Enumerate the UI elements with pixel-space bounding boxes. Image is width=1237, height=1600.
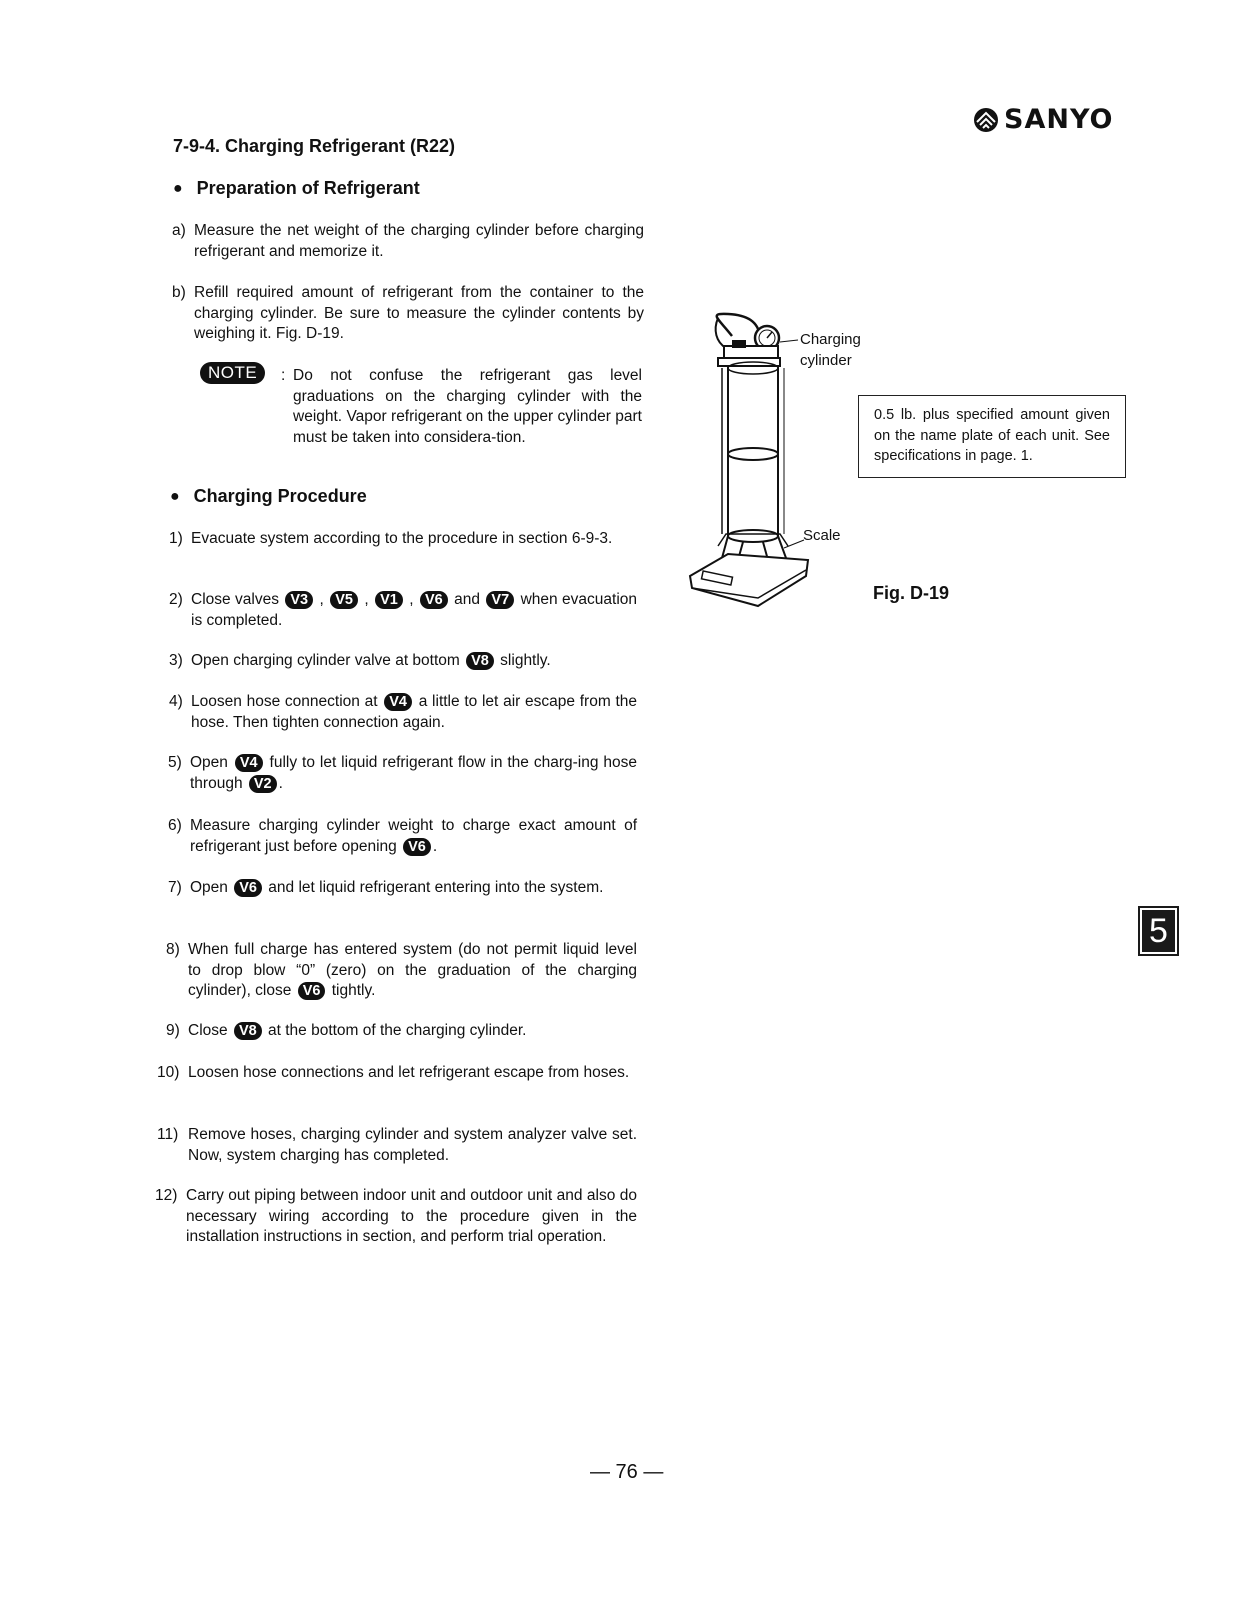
- bullet: ●: [170, 487, 180, 505]
- step-text: [190, 816, 637, 857]
- procedure-step: [169, 651, 637, 672]
- section-title: 7-9-4. Charging Refrigerant (R22): [173, 136, 456, 156]
- step-text: [190, 878, 637, 899]
- prep-item-b: [172, 283, 644, 345]
- valve-badge: V6: [298, 982, 326, 1000]
- step-text-segment: Evacuate system according to the procedure in section 6-9-3.: [191, 530, 613, 547]
- step-text: [188, 1063, 637, 1084]
- step-text-segment: .: [432, 837, 438, 855]
- step-text-segment: Close valves: [191, 591, 284, 608]
- step-text-segment: ,: [315, 591, 329, 608]
- step-number: 10): [157, 1064, 180, 1081]
- step-text-segment: Close: [188, 1022, 232, 1039]
- procedure-step: [155, 1186, 637, 1248]
- note-badge: [200, 362, 265, 384]
- prep-heading: [173, 178, 420, 199]
- step-number: 1): [169, 530, 183, 547]
- step-text-segment: Open charging cylinder valve at bottom: [191, 652, 465, 669]
- note-text: Do not confuse the refrigerant gas level graduations on the charging cylinder with the weight. Vapor refrigerant on the upper cylinder part must be taken into considera-tion.: [293, 367, 642, 446]
- procedure-heading-text: Charging Procedure: [193, 486, 367, 506]
- step-text-segment: Loosen hose connections and let refrigerant escape from hoses.: [188, 1064, 630, 1081]
- procedure-step: [168, 816, 637, 857]
- procedure-step: [169, 692, 637, 733]
- sanyo-emblem-icon: [973, 107, 999, 133]
- valve-badge: V6: [234, 879, 262, 897]
- step-text: [186, 1186, 637, 1248]
- step-text-segment: at the bottom of the charging cylinder.: [263, 1022, 527, 1039]
- step-number: 6): [168, 817, 182, 834]
- valve-badge: V4: [235, 754, 263, 772]
- step-number: 2): [169, 591, 183, 608]
- item-text: Measure the net weight of the charging cylinder before charging refrigerant and memorize it.: [194, 222, 644, 260]
- valve-badge: V8: [234, 1022, 262, 1040]
- valve-badge: V2: [249, 775, 277, 793]
- step-text-segment: When full charge has entered system (do not permit liquid level to drop blow “0” (zero) on the graduation of the charging cylinder), close: [188, 941, 637, 1000]
- prep-heading-text: Preparation of Refrigerant: [196, 178, 420, 198]
- valve-badge: V3: [285, 591, 313, 609]
- procedure-heading: [170, 486, 367, 507]
- step-number: 3): [169, 652, 183, 669]
- valve-badge: V8: [466, 652, 494, 670]
- step-text-segment: and let liquid refrigerant entering into the system.: [263, 879, 604, 896]
- step-text: [191, 590, 637, 631]
- procedure-step: [168, 878, 637, 899]
- step-text: [188, 1021, 637, 1042]
- valve-badge: V5: [330, 591, 358, 609]
- bullet: ●: [173, 179, 183, 197]
- valve-badge: V7: [486, 591, 514, 609]
- step-text-segment: ,: [404, 591, 418, 608]
- step-text-segment: Measure charging cylinder weight to charge exact amount of refrigerant just before opening: [190, 817, 637, 855]
- step-text: [191, 692, 637, 733]
- valve-badge: V6: [420, 591, 448, 609]
- item-label: a): [172, 222, 186, 239]
- step-number: 7): [168, 879, 182, 896]
- step-text-segment: Open: [190, 879, 233, 896]
- step-text-segment: tightly.: [327, 982, 376, 1000]
- procedure-step: [169, 590, 637, 631]
- step-text: [191, 651, 637, 672]
- valve-badge: V4: [384, 693, 412, 711]
- step-text-segment: .: [278, 774, 283, 792]
- step-number: 9): [166, 1022, 180, 1039]
- step-number: 4): [169, 693, 183, 710]
- step-text-segment: Open: [190, 754, 233, 771]
- label-charging-line2: cylinder: [800, 352, 852, 369]
- step-text: [190, 753, 637, 794]
- note-label: NOTE: [200, 362, 265, 384]
- step-text-segment: Carry out piping between indoor unit and outdoor unit and also do necessary wiring according to the procedure given in the installation instructions in section, and perform trial operation.: [186, 1187, 637, 1246]
- step-text-segment: Remove hoses, charging cylinder and system analyzer valve set. Now, system charging has completed.: [188, 1126, 637, 1164]
- step-text-segment: when evacuation is completed.: [191, 591, 638, 629]
- procedure-step: [168, 753, 637, 794]
- prep-item-a: [172, 221, 644, 262]
- step-number: 8): [166, 941, 180, 958]
- step-text-segment: slightly.: [495, 652, 551, 669]
- sanyo-logo: [973, 104, 1113, 135]
- step-text: [191, 529, 637, 550]
- procedure-step: [166, 1021, 637, 1042]
- step-number: 5): [168, 754, 182, 771]
- item-label: b): [172, 284, 186, 301]
- step-text-segment: a little to let air escape from the hose. Then tighten connection again.: [191, 693, 637, 731]
- item-text: Refill required amount of refrigerant from the container to the charging cylinder. Be sure to measure the cylinder contents by weighing it. Fig. D-19.: [194, 284, 644, 343]
- page-number: — 76 —: [590, 1461, 664, 1483]
- step-number: 11): [157, 1126, 179, 1143]
- procedure-step: [166, 940, 637, 1002]
- procedure-step: [157, 1125, 637, 1166]
- step-text: [188, 1125, 637, 1166]
- charging-cylinder-illustration: [688, 308, 816, 610]
- step-text: [188, 940, 637, 1002]
- step-text-segment: Loosen hose connection at: [191, 693, 383, 710]
- label-scale: Scale: [803, 527, 841, 544]
- step-number: 12): [155, 1187, 178, 1204]
- label-charging-line1: Charging: [800, 331, 861, 348]
- callout-box: 0.5 lb. plus specified amount given on the name plate of each unit. See specifications in page. 1.: [858, 395, 1126, 478]
- valve-badge: V6: [403, 838, 431, 856]
- valve-badge: V1: [375, 591, 403, 609]
- chapter-tab: 5: [1138, 906, 1179, 956]
- procedure-step: [157, 1063, 637, 1084]
- step-text-segment: fully to let liquid refrigerant flow in the charg-ing hose through: [190, 754, 637, 792]
- note-colon: :: [281, 367, 286, 384]
- step-text-segment: ,: [360, 591, 374, 608]
- logo-text: SANYO: [1004, 104, 1114, 135]
- step-text-segment: and: [449, 591, 485, 608]
- figure-caption: Fig. D-19: [873, 583, 950, 603]
- label-charging-cylinder: [800, 329, 861, 371]
- procedure-step: [169, 529, 637, 550]
